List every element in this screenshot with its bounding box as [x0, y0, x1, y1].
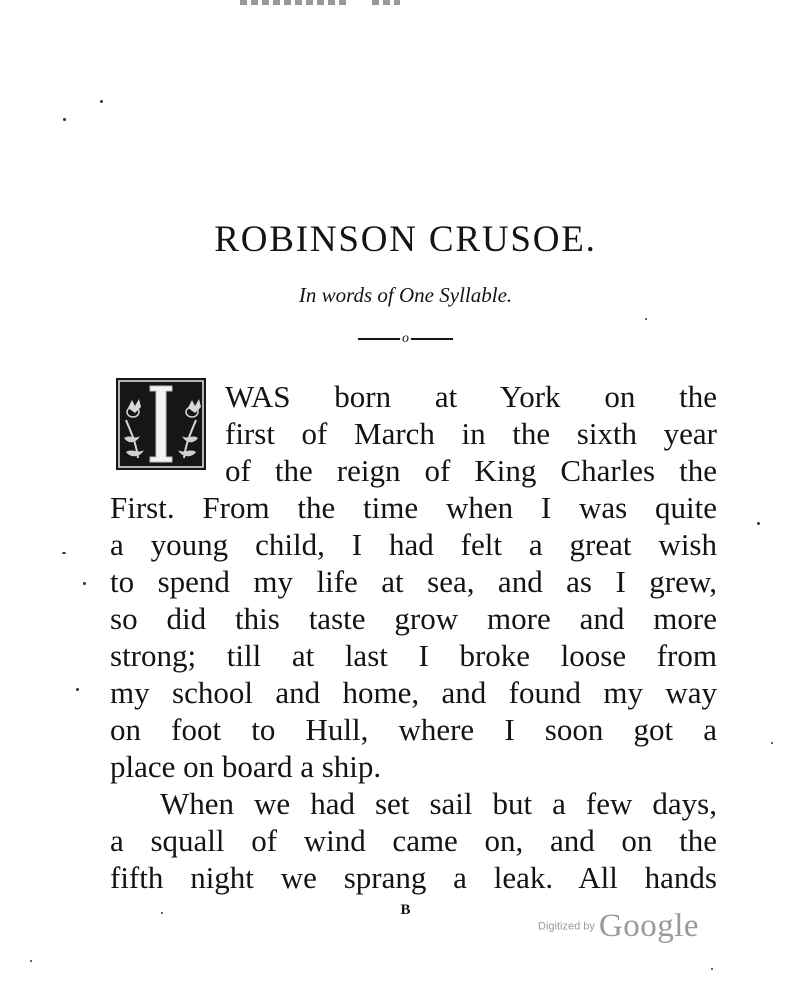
paper-speck [711, 968, 713, 970]
text-line: to spend my life at sea, and as I grew, [110, 564, 717, 599]
paper-speck [30, 960, 32, 962]
text-line: When we had set sail but a few days, [160, 786, 717, 821]
text-line: place on board a ship. [110, 749, 382, 784]
text-line: on foot to Hull, where I soon got a [110, 712, 717, 747]
text-line: strong; till at last I broke loose from [110, 638, 717, 673]
paper-speck [100, 100, 103, 103]
google-logo: Google [598, 908, 700, 944]
text-line: of the reign of King Charles the [225, 453, 717, 488]
text-line: a young child, I had felt a great wish [110, 527, 717, 562]
text-line: First. From the time when I was quite [110, 490, 717, 525]
text-line: fifth night we sprang a leak. All hands [110, 860, 717, 895]
text-line: a squall of wind came on, and on the [110, 823, 717, 858]
watermark-prefix: Digitized by [538, 920, 595, 933]
paper-speck [83, 582, 86, 585]
digitized-watermark [538, 908, 699, 945]
book-subtitle: In words of One Syllable. [298, 283, 513, 307]
paper-speck [771, 742, 773, 744]
book-title: ROBINSON CRUSOE. [214, 219, 597, 260]
text-line: so did this taste grow more and more [110, 601, 717, 636]
text-line: WAS born at York on the [225, 379, 717, 414]
signature-mark: B [400, 902, 411, 918]
thistle-ornament-icon [116, 378, 206, 470]
bleed-through-text [372, 0, 400, 5]
drop-cap-initial [116, 378, 206, 470]
bleed-through-text [240, 0, 350, 5]
section-separator [0, 329, 811, 349]
paper-speck [62, 552, 66, 554]
paper-speck [645, 318, 647, 320]
paper-speck [757, 522, 760, 525]
separator-mark: o [402, 331, 409, 346]
paper-speck [63, 118, 66, 121]
text-line: first of March in the sixth year [225, 416, 717, 451]
paper-speck [76, 688, 79, 691]
text-line: my school and home, and found my way [110, 675, 717, 710]
